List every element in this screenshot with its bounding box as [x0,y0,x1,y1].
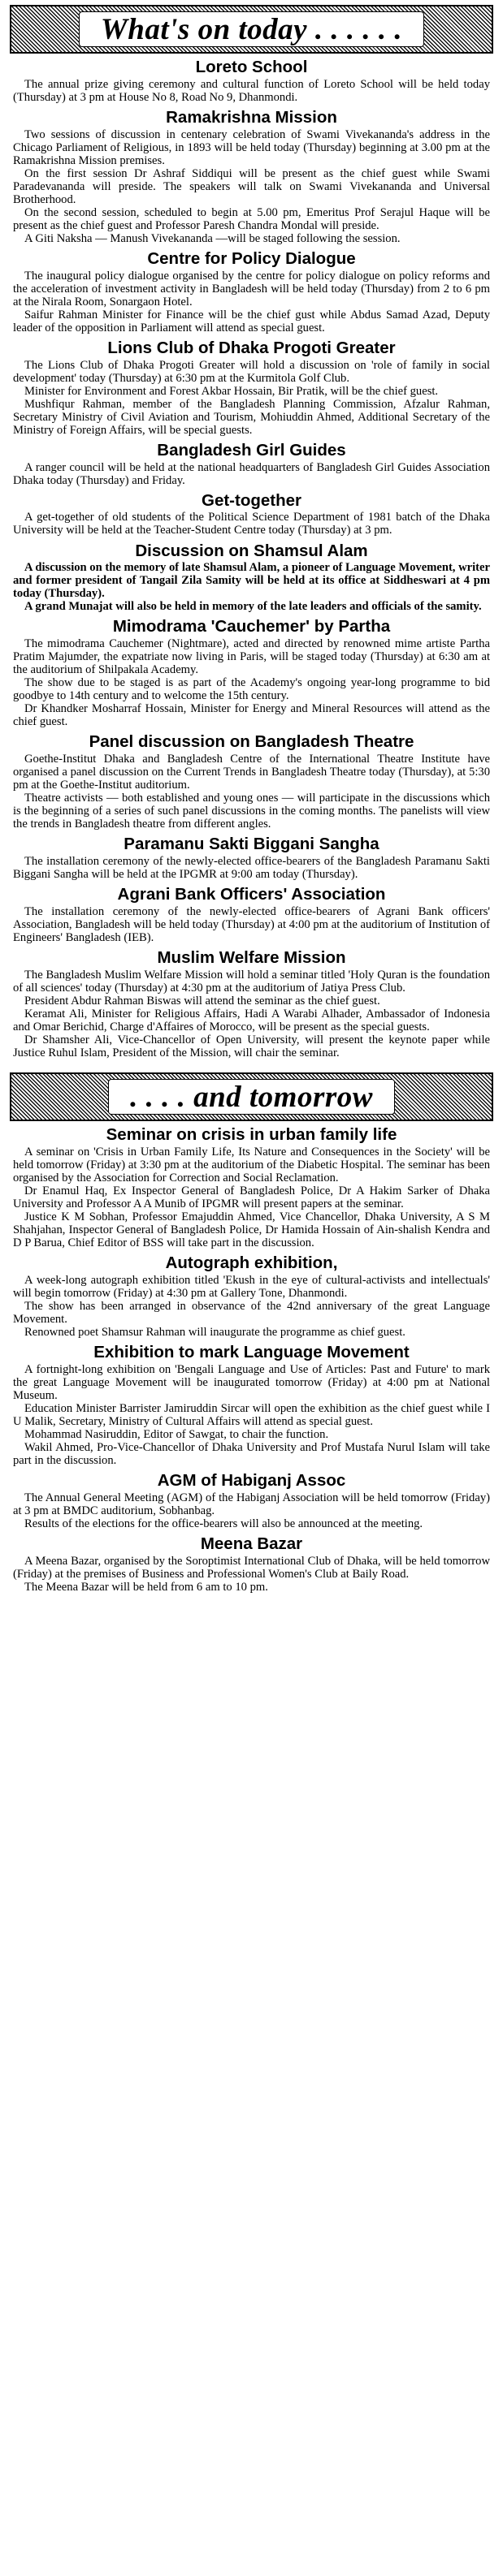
event-paragraph: The Lions Club of Dhaka Progoti Greater will hold a discussion on 'role of family in social development' today (Thursday) at 6:30 pm at the Kurmitola Golf Club. [13,358,490,385]
event-notice [13,949,490,1059]
event-paragraph: Education Minister Barrister Jamiruddin Sircar will open the exhibition as the chief guest while I U Malik, Secretary, Ministry of Cultural Affairs will attend as special guest. [13,1402,490,1429]
event-notice [13,1344,490,1467]
event-title: Centre for Policy Dialogue [147,248,356,268]
event-notice [13,1535,490,1594]
event-title: Autograph exhibition, [165,1253,338,1273]
event-paragraph: Dr Khandker Mosharraf Hossain, Minister for Energy and Mineral Resources will attend as the chief guest. [13,702,490,729]
event-paragraph: Keramat Ali, Minister for Religious Affairs, Hadi A Warabi Alhader, Ambassador of Indonesia and Omar Berichid, Charge d'Affaires of Morocco, will be present as the special guests. [13,1008,490,1034]
event-title: AGM of Habiganj Assoc [157,1471,346,1491]
event-paragraph: A get-together of old students of the Political Science Department of 1981 batch of the Dhaka University will be held at the Teacher-Student Centre today (Thursday) at 3 pm. [13,511,490,537]
event-paragraph: Goethe-Institut Dhaka and Bangladesh Centre of the International Theatre Institute have organised a panel discussion on the Current Trends in Bangladesh Theatre today (Thursday), at 5:30 pm at the Goethe-Institut auditorium. [13,753,490,792]
tomorrow-events [0,1126,503,1594]
event-title: Muslim Welfare Mission [157,948,346,968]
event-paragraph: Results of the elections for the office-bearers will also be announced at the meeting. [24,1517,423,1531]
event-title: Discussion on Shamsul Alam [135,541,368,560]
event-paragraph: A grand Munajat will also be held in memory of the late leaders and officials of the samity. [24,600,482,614]
event-notice [13,733,490,831]
event-title: Seminar on crisis in urban family life [106,1125,397,1145]
event-paragraph: Mushfiqur Rahman, member of the Bangladesh Planning Commission, Afzalur Rahman, Secretary Ministry of Civil Aviation and Tourism, Mohiuddin Ahmed, Additional Secretary of the Ministry of Foreign Affairs, will be special guests. [13,397,490,437]
event-paragraph: Mohammad Nasiruddin, Editor of Sawgat, to chair the function. [24,1428,329,1442]
event-paragraph: The Annual General Meeting (AGM) of the Habiganj Association will be held tomorrow (Friday) at 3 pm at BMDC auditorium, Sobhanbag. [13,1491,490,1518]
event-paragraph: Dr Enamul Haq, Ex Inspector General of Bangladesh Police, Dr A Hakim Sarker of Dhaka University and Professor A A Munib of IPGMR will present papers at the seminar. [13,1184,490,1211]
and-tomorrow-banner [10,1072,493,1121]
event-paragraph: The Meena Bazar will be held from 6 am to 10 pm. [24,1581,268,1594]
event-paragraph: A seminar on 'Crisis in Urban Family Life, Its Nature and Consequences in the Society' will be held tomorrow (Friday) at 3:30 pm at the auditorium of the Diabetic Hospital. The seminar has been organised by the Association for Correction and Social Reclamation. [13,1145,490,1185]
event-paragraph: The mimodrama Cauchemer (Nightmare), acted and directed by renowned mime artiste Partha Pratim Majumder, the expatriate now living in Paris, will be staged today (Thursday) at 6:30 am at the auditorium of Shilpakala Academy. [13,637,490,677]
event-notice [13,492,490,537]
event-title: Paramanu Sakti Biggani Sangha [124,835,379,854]
event-notice [13,250,490,334]
event-title: Ramakrishna Mission [166,107,337,127]
event-title: Meena Bazar [200,1534,303,1554]
whats-on-today-banner [10,5,493,54]
event-paragraph: Renowned poet Shamsur Rahman will inaugurate the programme as chief guest. [24,1326,405,1340]
event-paragraph: A Giti Naksha — Manush Vivekananda —will be staged following the session. [24,231,401,245]
event-paragraph: The installation ceremony of the newly-elected office-bearers of the Bangladesh Paramanu Sakti Biggani Sangha will be held at the IPGMR at 9:00 am today (Thursday). [13,855,490,882]
event-paragraph: On the second session, scheduled to begin at 5.00 pm, Emeritus Prof Serajul Haque will be present as the chief guest and Professor Paresh Chandra Mondal will preside. [13,205,490,232]
event-paragraph: Justice K M Sobhan, Professor Emajuddin Ahmed, Vice Chancellor, Dhaka University, A S M Shahjahan, Inspector General of Bangladesh Police, Dr Hamida Hossain of Ain-shalish Kendra and D P Barua, Chief Editor of BSS will take part in the discussion. [13,1210,490,1250]
event-notice [13,542,490,614]
event-paragraph: Minister for Environment and Forest Akbar Hossain, Bir Pratik, will be the chief guest. [24,384,439,398]
event-notice [13,339,490,437]
event-title: Lions Club of Dhaka Progoti Greater [107,338,396,357]
event-notice [13,1126,490,1249]
event-title: Bangladesh Girl Guides [157,440,346,460]
banner-title: . . . . and tomorrow [108,1079,395,1115]
event-notice [13,442,490,487]
event-paragraph: The inaugural policy dialogue organised by the centre for policy dialogue on policy reforms and the acceleration of investment activity in Bangladesh will be held today (Thursday) from 2 to 6 pm at the Nirala Room, Sonargaon Hotel. [13,269,490,309]
event-title: Get-together [202,490,301,510]
event-title: Loreto School [195,58,308,76]
event-paragraph: The Bangladesh Muslim Welfare Mission will hold a seminar titled 'Holy Quran is the foundation of all sciences' today (Thursday) at 4:30 pm at the auditorium of Jatiya Press Club. [13,968,490,995]
event-notice [13,835,490,881]
event-notice [13,1472,490,1530]
event-notice [13,109,490,245]
event-title: Agrani Bank Officers' Association [117,885,386,904]
today-events [0,58,503,1059]
event-title: Exhibition to mark Language Movement [93,1343,410,1362]
event-notice [13,1254,490,1339]
event-paragraph: The installation ceremony of the newly-elected office-bearers of Agrani Bank officers' Association, Bangladesh will be held today (Thursday) at 4:00 pm at the auditorium of Institution of Engineers' Bangladesh (IEB). [13,905,490,945]
event-paragraph: Dr Shamsher Ali, Vice-Chancellor of Open University, will present the keynote paper while Justice Ruhul Islam, President of the Mission, will chair the seminar. [13,1033,490,1060]
event-paragraph: A fortnight-long exhibition on 'Bengali Language and Use of Articles: Past and Future' to mark the great Language Movement will be inaugurated tomorrow (Friday) at 4:00 pm at National Museum. [13,1362,490,1403]
event-paragraph: President Abdur Rahman Biswas will attend the seminar as the chief guest. [24,994,380,1008]
event-title: Mimodrama 'Cauchemer' by Partha [112,617,391,636]
event-paragraph: Theatre activists — both established and young ones — will participate in the discussions which is the beginning of a series of such panel discussions in the coming months. The panelists will view the trends in Bangladesh theatre from different angles. [13,792,490,831]
event-paragraph: On the first session Dr Ashraf Siddiqui will be present as the chief guest while Swami Paradevananda will preside. The speakers will talk on Swami Vivekananda and Universal Brotherhood. [13,166,490,206]
event-paragraph: The annual prize giving ceremony and cultural function of Loreto School will be held today (Thursday) at 3 pm at House No 8, Road No 9, Dhanmondi. [13,77,490,104]
event-paragraph: A week-long autograph exhibition titled 'Ekush in the eye of cultural-activists and intellectuals' will begin tomorrow (Friday) at 4:30 pm at Gallery Tone, Dhanmondi. [13,1274,490,1301]
event-notice [13,618,490,728]
banner-title: What's on today . . . . . . [79,11,424,47]
event-paragraph: Saifur Rahman Minister for Finance will be the chief gust while Abdus Samad Azad, Deputy leader of the opposition in Parliament will attend as special guest. [13,308,490,334]
event-paragraph: A discussion on the memory of late Shamsul Alam, a pioneer of Language Movement, writer and former president of Tangail Zila Samity will be held at its office at Siddheswari at 4 pm today (Thursday). [13,561,490,601]
event-paragraph: The show due to be staged is as part of the Academy's ongoing year-long programme to bid goodbye to 14th century and to welcome the 15th century. [13,676,490,703]
event-notice [13,58,490,104]
event-paragraph: A ranger council will be held at the national headquarters of Bangladesh Girl Guides Association Dhaka today (Thursday) and Friday. [13,460,490,487]
event-paragraph: The show has been arranged in observance of the 42nd anniversary of the great Language Movement. [13,1300,490,1327]
event-notice [13,886,490,944]
event-paragraph: Wakil Ahmed, Pro-Vice-Chancellor of Dhaka University and Prof Mustafa Nurul Islam will take part in the discussion. [13,1441,490,1468]
event-paragraph: Two sessions of discussion in centenary celebration of Swami Vivekananda's address in the Chicago Parliament of Religious, in 1893 will be held today (Thursday) beginning at 3.00 pm at the Ramakrishna Mission premises. [13,127,490,167]
event-title: Panel discussion on Bangladesh Theatre [89,732,414,752]
event-paragraph: A Meena Bazar, organised by the Soroptimist International Club of Dhaka, will be held tomorrow (Friday) at the premises of Business and Professional Women's Club at Baily Road. [13,1554,490,1581]
